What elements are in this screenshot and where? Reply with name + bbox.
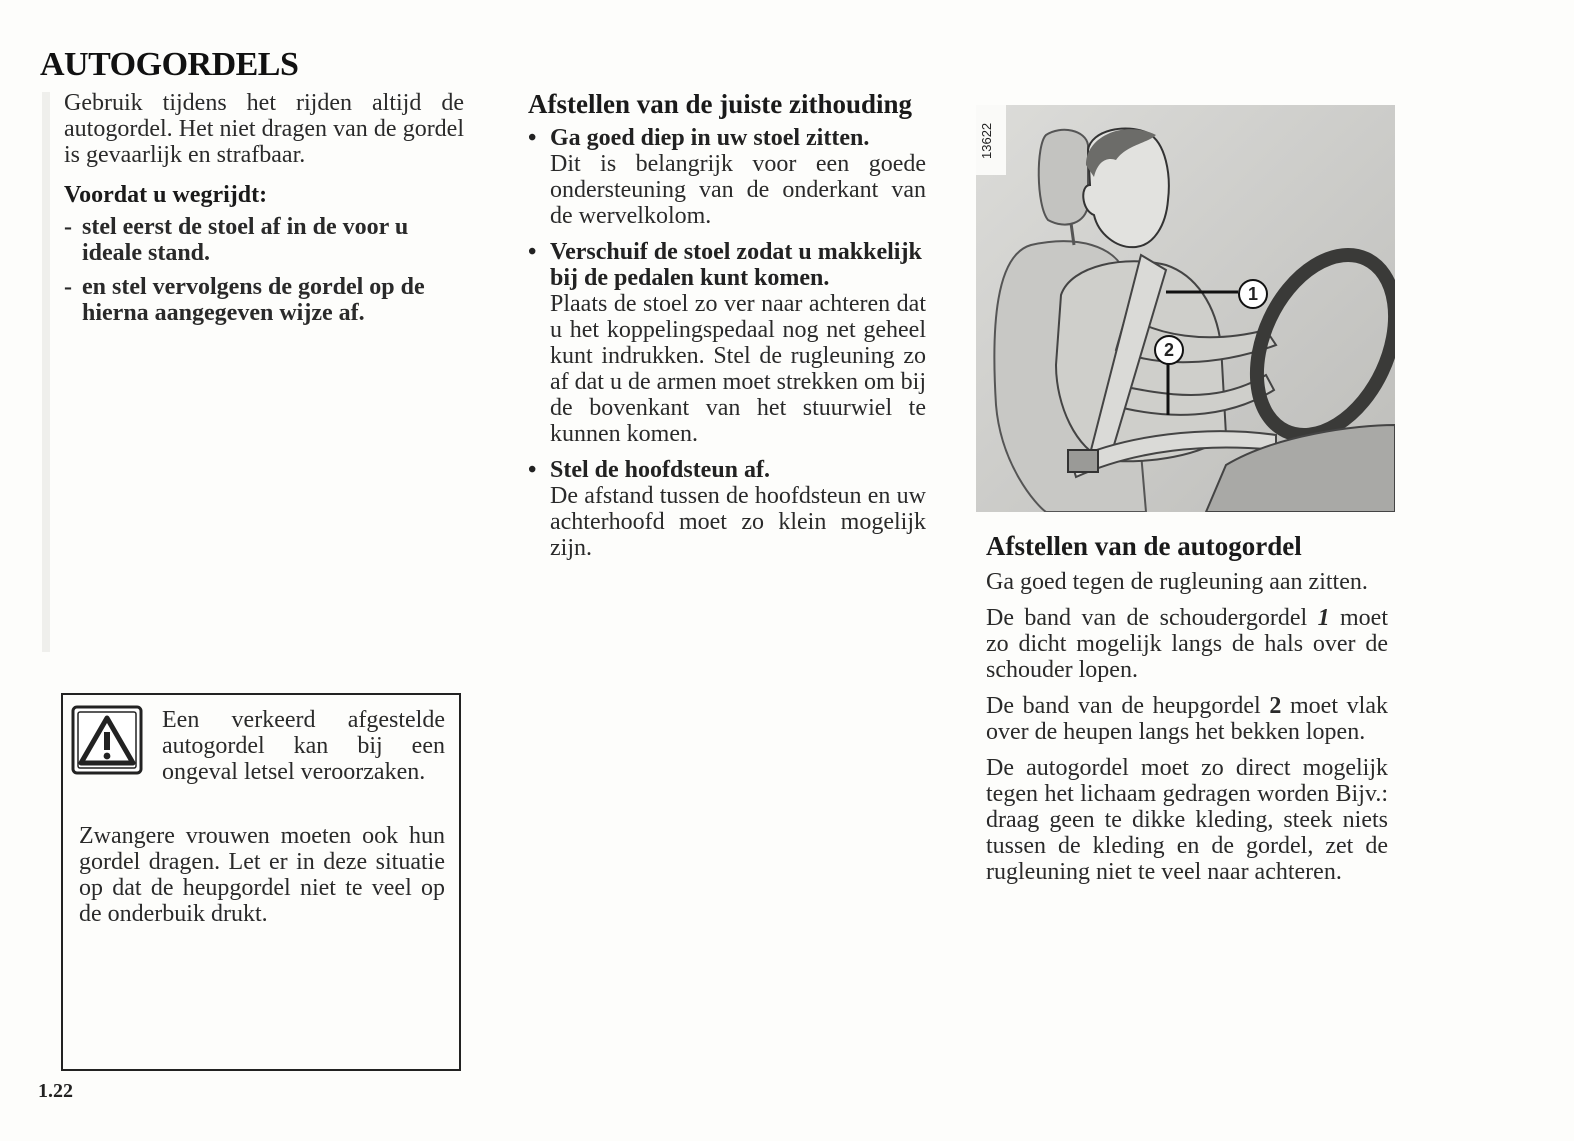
left-column xyxy=(64,90,464,326)
intro-paragraph: Gebruik tijdens het rijden altijd de autogordel. Het niet dragen van de gordel is gevaarlijk en strafbaar. xyxy=(64,90,464,168)
warning-triangle-icon xyxy=(71,705,143,775)
page-title: AUTOGORDELS xyxy=(40,46,299,83)
seating-bullet-3-body: De afstand tussen de hoofdsteun en uw achterhoofd moet zo klein mogelijk zijn. xyxy=(550,483,926,561)
driver-illustration xyxy=(976,105,1395,512)
belt-p2-number: 1 xyxy=(1317,605,1330,631)
belt-paragraph-1: Ga goed tegen de rugleuning aan zitten. xyxy=(986,569,1368,595)
illustration-ref-number: 13622 xyxy=(979,122,994,160)
seating-section xyxy=(528,90,926,571)
belt-p2-pre: De band van de schoudergordel xyxy=(986,605,1318,631)
seating-bullet-1-title: • Ga goed diep in uw stoel zitten. xyxy=(528,125,926,151)
callout-2: 2 xyxy=(1154,335,1184,365)
belt-p3-pre: De band van de heupgordel xyxy=(986,693,1270,719)
seat-belt-illustration xyxy=(976,105,1395,512)
before-driving-item-1: - stel eerst de stoel af in de voor u ideale stand. xyxy=(64,214,464,266)
page-number: 1.22 xyxy=(38,1080,73,1102)
warning-text-1: Een verkeerd afgestelde autogordel kan bij een ongeval letsel veroorzaken. xyxy=(162,707,445,785)
callout-1: 1 xyxy=(1238,279,1268,309)
before-driving-heading: Voordat u wegrijdt: xyxy=(64,182,268,208)
belt-p2-post: moet zo dicht mogelijk langs de hals over de schouder lopen. xyxy=(986,605,1388,683)
belt-heading: Afstellen van de autogordel xyxy=(986,531,1302,561)
belt-p3-post: moet vlak over de heupen langs het bekken lopen. xyxy=(986,693,1389,745)
belt-p3-number: 2 xyxy=(1269,693,1282,719)
warning-text-2: Zwangere vrouwen moeten ook hun gordel dragen. Let er in deze situatie op dat de heupgordel niet te veel op de onderbuik drukt. xyxy=(79,823,445,927)
belt-section xyxy=(986,532,1388,895)
seating-bullet-3-title: • Stel de hoofdsteun af. xyxy=(528,457,926,483)
belt-paragraph-3 xyxy=(986,693,1388,745)
warning-box xyxy=(61,693,461,1071)
belt-paragraph-2 xyxy=(986,605,1388,683)
seating-bullet-2-body: Plaats de stoel zo ver naar achteren dat u het koppelingspedaal nog net geheel kunt indrukken. Stel de rugleuning zo af dat u de armen moet strekken om bij de bovenkant van het stuurwiel te kunnen komen. xyxy=(550,291,926,447)
belt-paragraph-4: De autogordel moet zo direct mogelijk tegen het lichaam gedragen worden Bijv.: draag geen te dikke kleding, steek niets tussen de kleding en de gordel, zet de rugleuning niet te veel naar achteren. xyxy=(986,755,1388,885)
seating-bullet-1-body: Dit is belangrijk voor een goede ondersteuning van de onderkant van de wervelkolom. xyxy=(550,151,926,229)
margin-shade xyxy=(42,92,50,652)
before-driving-item-2: - en stel vervolgens de gordel op de hierna aangegeven wijze af. xyxy=(64,274,464,326)
seating-heading: Afstellen van de juiste zithouding xyxy=(528,89,913,119)
seating-bullet-2-title: • Verschuif de stoel zodat u makkelijk bij de pedalen kunt komen. xyxy=(528,239,926,291)
